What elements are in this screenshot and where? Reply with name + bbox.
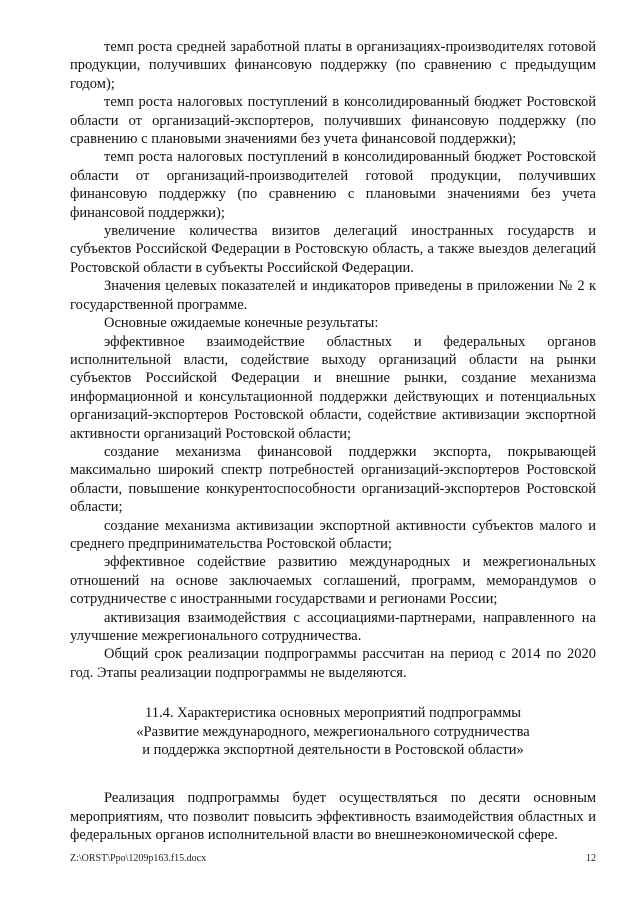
page-footer bbox=[70, 853, 596, 865]
paragraph: создание механизма финансовой поддержки экспорта, покрывающей максимально широкий спектр потребностей организаций-экспортеров Ростовской области, повышение конкурентоспособности организаций-экспортеров Ростовской области; bbox=[70, 443, 596, 516]
paragraph: эффективное взаимодействие областных и федеральных органов исполнительной власти, содействие выходу организаций области на рынки субъектов Российской Федерации и внешние рынки, создание механизма информационной и консультационной поддержки действующих и потенциальных организаций-экспортеров Ростовской области, содействие активизации экспортной активности организаций Ростовской области; bbox=[70, 333, 596, 442]
paragraph: эффективное содействие развитию международных и межрегиональных отношений на основе заключаемых соглашений, программ, меморандумов о сотрудничестве с иностранными государствами и регионами России; bbox=[70, 554, 596, 608]
paragraph: создание механизма активизации экспортной активности субъектов малого и среднего предпринимательства Ростовской области; bbox=[70, 517, 596, 552]
paragraph: Общий срок реализации подпрограммы рассчитан на период с 2014 по 2020 год. Этапы реализации подпрограммы не выделяются. bbox=[70, 646, 596, 681]
section-heading-line: и поддержка экспортной деятельности в Ростовской области» bbox=[142, 742, 524, 759]
paragraph: увеличение количества визитов делегаций иностранных государств и субъектов Российской Федерации в Ростовскую область, а также выездов делегаций Ростовской области в субъекты Российской Федерации. bbox=[70, 223, 596, 276]
paragraph: активизация взаимодействия с ассоциациями-партнерами, направленного на улучшение межрегионального сотрудничества. bbox=[70, 609, 596, 644]
footer-file-path: Z:\ORST\Ppo\1209p163.f15.docx bbox=[70, 853, 207, 864]
section-heading-line: «Развитие международного, межрегионального сотрудничества bbox=[136, 723, 530, 740]
paragraph: Основные ожидаемые конечные результаты: bbox=[104, 315, 379, 332]
paragraph: Реализация подпрограммы будет осуществляться по десяти основным мероприятиям, что позволит повысить эффективность взаимодействия областных и федеральных органов исполнительной власти во внешнеэкономической сфере. bbox=[70, 790, 596, 844]
section-heading-line: 11.4. Характеристика основных мероприятий подпрограммы bbox=[144, 705, 521, 722]
paragraph: темп роста средней заработной платы в организациях-производителях готовой продукции, получивших финансовую поддержку (по сравнению с предыдущим годом); bbox=[70, 39, 596, 92]
paragraph: Значения целевых показателей и индикаторов приведены в приложении № 2 к государственной программе. bbox=[70, 278, 596, 313]
page-number: 12 bbox=[586, 853, 596, 864]
paragraph: темп роста налоговых поступлений в консолидированный бюджет Ростовской области от организаций-экспортеров, получивших финансовую поддержку (по сравнению с плановыми значениями без учета финансовой поддержки); bbox=[70, 94, 596, 148]
document-page bbox=[70, 38, 596, 845]
paragraph: темп роста налоговых поступлений в консолидированный бюджет Ростовской области от организаций-производителей готовой продукции, получивших финансовую поддержку (по сравнению с плановыми значениями без учета финансовой поддержки); bbox=[70, 149, 596, 221]
section-heading bbox=[70, 704, 596, 759]
